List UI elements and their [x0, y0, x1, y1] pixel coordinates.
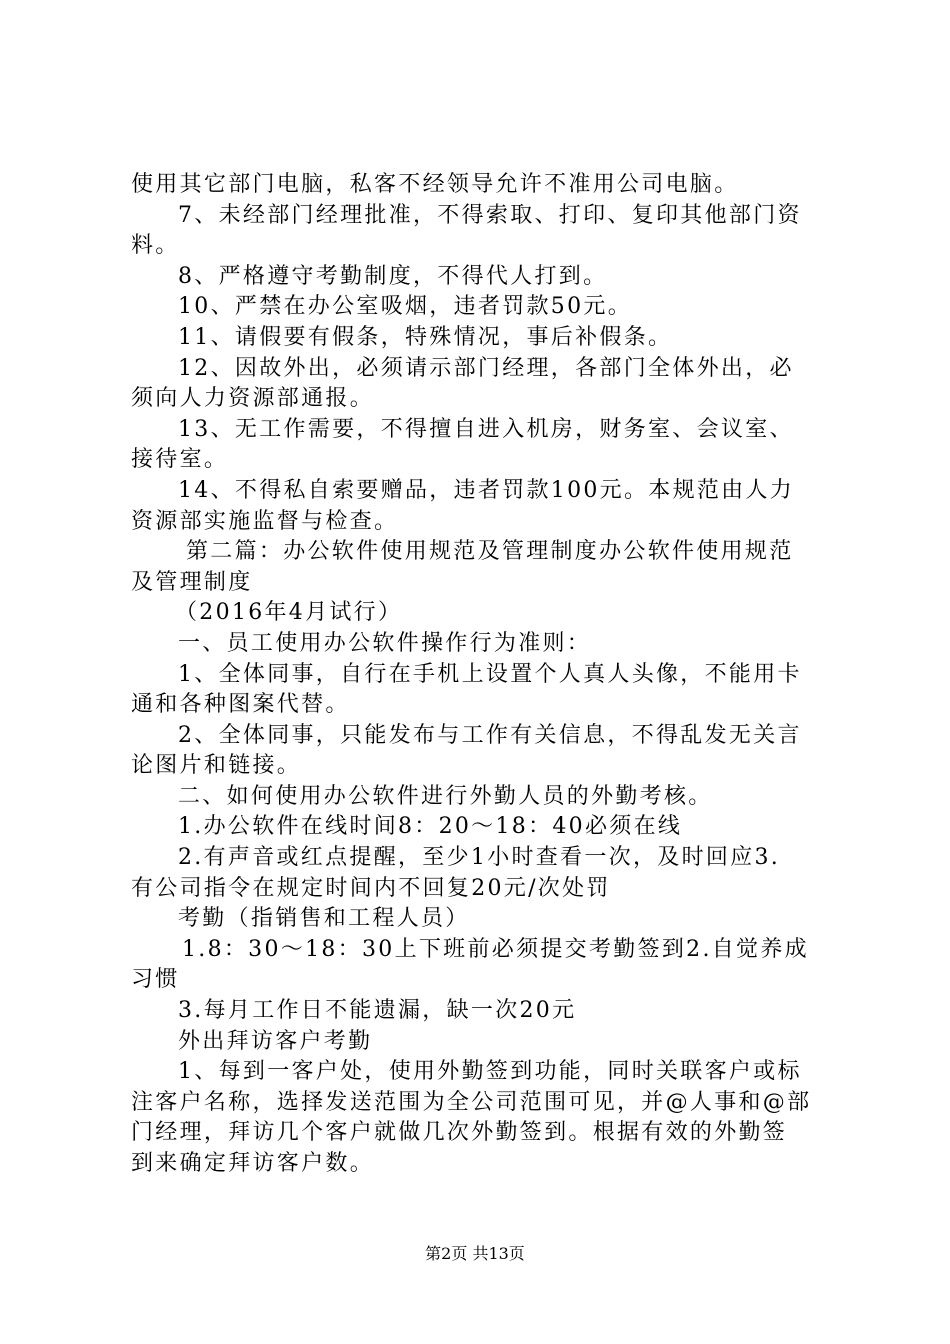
text-line: 1.办公软件在线时间8：20～18：40必须在线: [178, 814, 683, 840]
body-text: [131, 170, 831, 1180]
text-line: 门经理，拜访几个客户就做几次外勤签到。根据有效的外勤签: [131, 1120, 788, 1146]
text-line: 7、未经部门经理批准，不得索取、打印、复印其他部门资: [178, 202, 802, 228]
text-line: 到来确定拜访客户数。: [131, 1151, 375, 1176]
text-line: 1、每到一客户处，使用外勤签到功能，同时关联客户或标: [178, 1059, 802, 1085]
text-line: 考勤（指销售和工程人员）: [178, 906, 470, 932]
text-line: 2、全体同事，只能发布与工作有关信息，不得乱发无关言: [178, 722, 802, 748]
text-line: 论图片和链接。: [131, 753, 302, 779]
text-line: 料。: [131, 233, 180, 259]
text-line: 3.每月工作日不能遗漏，缺一次20元: [178, 998, 577, 1024]
section-heading: 第二篇：办公软件使用规范及管理制度办公软件使用规范: [186, 539, 794, 565]
text-line: 13、无工作需要，不得擅自进入机房，财务室、会议室、: [178, 416, 794, 442]
section-heading: 及管理制度: [131, 569, 253, 595]
text-line: 14、不得私自索要赠品，违者罚款100元。本规范由人力: [178, 477, 795, 503]
text-line: 通和各种图案代替。: [131, 692, 350, 718]
text-line: 2.有声音或红点提醒，至少1小时查看一次，及时回应3.: [178, 845, 781, 871]
text-line: 10、严禁在办公室吸烟，违者罚款50元。: [178, 294, 632, 320]
text-line: 1.8：30～18：30上下班前必须提交考勤签到2.自觉养成: [182, 936, 809, 962]
text-line: 习惯: [131, 967, 180, 993]
text-line: 接待室。: [131, 447, 229, 473]
text-line: 二、如何使用办公软件进行外勤人员的外勤考核。: [178, 783, 713, 809]
text-line: 8、严格遵守考勤制度，不得代人打到。: [178, 263, 608, 289]
text-line: 使用其它部门电脑，私客不经领导允许不准用公司电脑。: [131, 172, 739, 197]
text-line: 注客户名称，选择发送范围为全公司范围可见，并@人事和@部: [131, 1089, 812, 1115]
text-line: 有公司指令在规定时间内不回复20元/次处罚: [131, 875, 611, 901]
text-line: 外出拜访客户考勤: [178, 1028, 373, 1054]
text-line: 一、员工使用办公软件操作行为准则：: [178, 630, 592, 656]
text-line: （2016年4月试行）: [175, 600, 403, 626]
text-line: 12、因故外出，必须请示部门经理，各部门全体外出，必: [178, 355, 794, 381]
text-line: 11、请假要有假条，特殊情况，事后补假条。: [178, 324, 673, 350]
text-line: 1、全体同事，自行在手机上设置个人真人头像，不能用卡: [178, 661, 802, 687]
page-footer: 第2页 共13页: [425, 1244, 525, 1263]
text-line: 须向人力资源部通报。: [131, 386, 375, 412]
text-line: 资源部实施监督与检查。: [131, 508, 399, 534]
